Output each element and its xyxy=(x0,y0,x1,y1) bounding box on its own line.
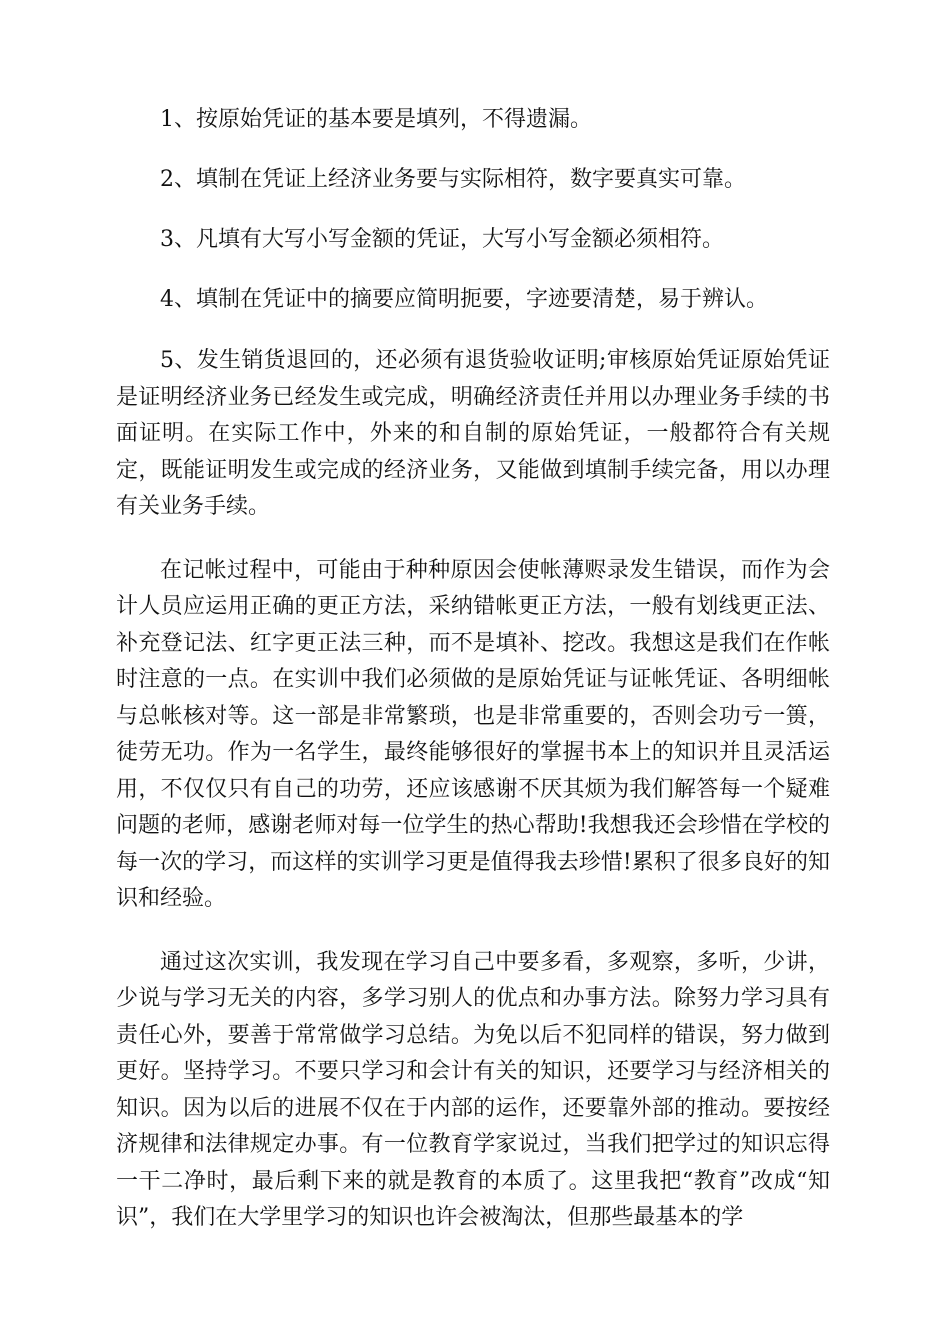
list-item-2: 2、填制在凭证上经济业务要与实际相符，数字要真实可靠。 xyxy=(160,167,746,192)
list-item-4: 4、填制在凭证中的摘要应简明扼要，字迹要清楚，易于辨认。 xyxy=(160,287,768,312)
paragraph-training-reflection: 通过这次实训，我发现在学习自己中要多看，多观察，多听，少讲，少说与学习无关的内容，多学习别人的优点和办事方法。除努力学习具有责任心外，要善于常常做学习总结。为免以后不犯同样的错误，努力做到更好。坚持学习。不要只学习和会计有关的知识，还要学习与经济相关的知识。因为以后的进展不仅在于内部的运作，还要靠外部的推动。要按经济规律和法律规定办事。有一位教育学家说过，当我们把学过的知识忘得一干二净时，最后剩下来的就是教育的本质了。这里我把“教育”改成“知识”，我们在大学里学习的知识也许会被淘汰，但那些最基本的学 xyxy=(116,949,830,1230)
document-page xyxy=(116,103,830,1264)
list-item-1: 1、按原始凭证的基本要是填列，不得遗漏。 xyxy=(160,107,592,132)
paragraph-bookkeeping-errors: 在记帐过程中，可能由于种种原因会使帐薄赆录发生错误，而作为会计人员应运用正确的更正方法，采纳错帐更正方法，一般有划线更正法、补充登记法、红字更正法三种，而不是填补、挖改。我想这是我们在作帐时注意的一点。在实训中我们必须做的是原始凭证与证帐凭证、各明细帐与总帐核对等。这一部是非常繁琐，也是非常重要的，否则会功亏一篑，徒劳无功。作为一名学生，最终能够很好的掌握书本上的知识并且灵活运用，不仅仅只有自己的功劳，还应该感谢不厌其烦为我们解答每一个疑难问题的老师，感谢老师对每一位学生的热心帮助!我想我还会珍惜在学校的每一次的学习，而这样的实训学习更是值得我去珍惜!累积了很多良好的知识和经验。 xyxy=(116,557,830,911)
list-item-3: 3、凡填有大写小写金额的凭证，大写小写金额必须相符。 xyxy=(160,227,724,252)
paragraph-item-5: 5、发生销货退回的，还必须有退货验收证明;审核原始凭证原始凭证是证明经济业务已经发生或完成，明确经济责任并用以办理业务手续的书面证明。在实际工作中，外来的和自制的原始凭证，一般都符合有关规定，既能证明发生或完成的经济业务，又能做到填制手续完备，用以办理有关业务手续。 xyxy=(116,348,830,519)
